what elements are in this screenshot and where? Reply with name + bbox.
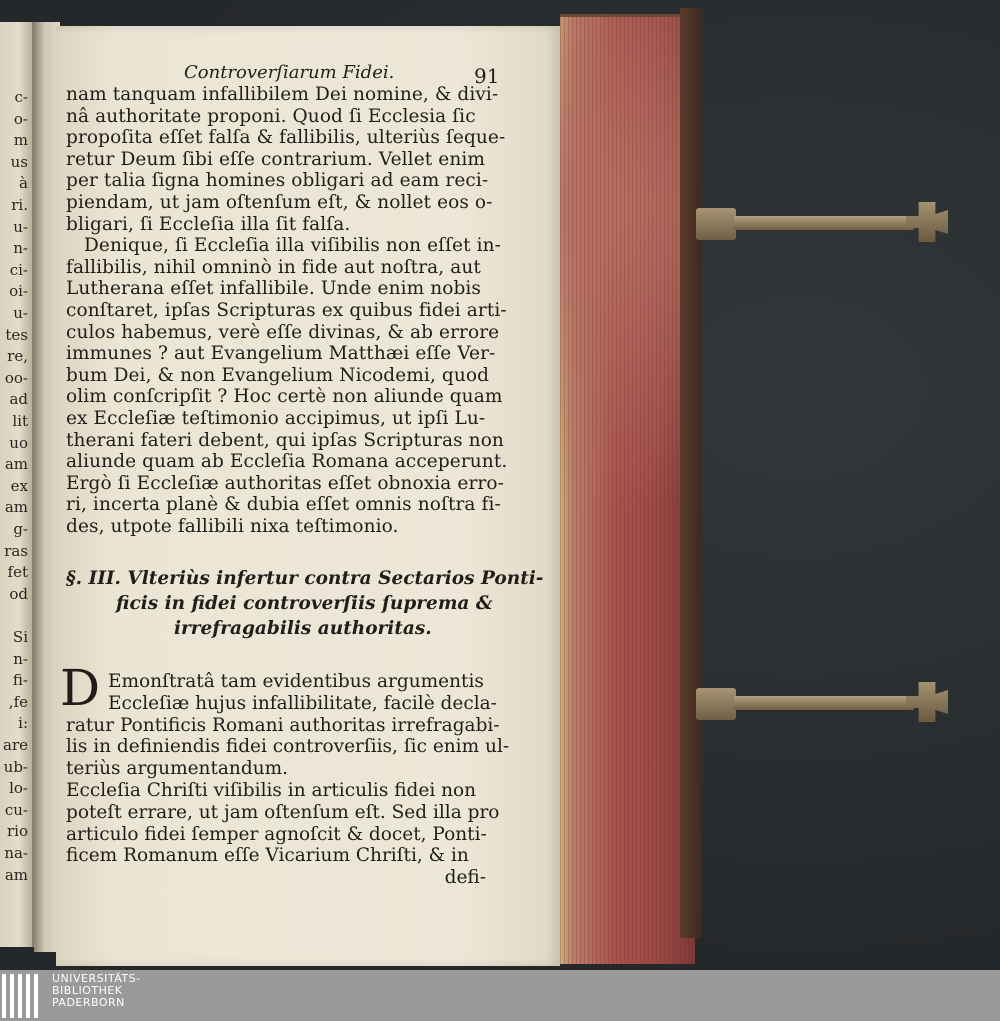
text-line: poteſt errare, ut jam oſtenſum eſt. Sed illa pro — [66, 801, 500, 823]
library-name — [52, 973, 141, 1009]
previous-page-sliver — [0, 22, 34, 947]
library-name-line: PADERBORN — [52, 996, 125, 1009]
page-fore-edge — [560, 14, 695, 964]
text-line: Eccleſia Chriſti viſibilis in articulis fidei non — [66, 779, 477, 801]
section-heading-line: irrefragabilis authoritas. — [174, 618, 432, 639]
text-line: piendam, ut jam oſtenſum eſt, & nollet eos o- — [66, 191, 493, 213]
text-line: fallibilis, nihil omninò in fide aut noſtra, aut — [66, 256, 481, 278]
text-line: ratur Pontificis Romani authoritas irrefragabi- — [66, 714, 500, 736]
left-page-line-ending: ci- — [9, 260, 28, 279]
section-heading-line: §. III. Vlteriùs infertur contra Sectarios Ponti- — [66, 568, 544, 589]
text-line: retur Deum ſibi eſſe contrarium. Vellet enim — [66, 148, 485, 170]
text-line: Lutherana eſſet infallibile. Unde enim nobis — [66, 278, 482, 300]
left-page-line-ending: fet — [7, 563, 28, 582]
text-line: teriùs argumentandum. — [66, 758, 289, 780]
running-head: Controverſiarum Fidei. — [184, 62, 395, 83]
left-page-line-ending: na- — [4, 844, 28, 862]
left-page-line-ending: à — [19, 174, 28, 193]
section-heading-line: ficis in fidei controverſiis ſuprema & — [116, 593, 493, 614]
library-name-line: UNIVERSITÄTS- — [52, 972, 141, 985]
text-line: per talia ſigna homines obligari ad eam reci- — [66, 170, 489, 192]
left-page-line-ending: ex — [10, 476, 28, 495]
text-line: nam tanquam infallibilem Dei nomine, & divi- — [66, 84, 499, 105]
left-page-line-ending: u- — [13, 217, 28, 236]
text-line: des, utpote fallibili nixa teſtimonio. — [66, 515, 399, 537]
left-page-line-ending: lit — [12, 412, 28, 430]
left-page-line-ending: i: — [18, 714, 28, 733]
left-page-line-ending: fi- — [12, 671, 28, 690]
left-page-line-ending: n- — [13, 649, 28, 668]
paragraph-1 — [66, 84, 506, 235]
left-page-line-ending: re, — [7, 347, 28, 366]
library-name-line: BIBLIOTHEK — [52, 984, 123, 997]
book-page — [56, 26, 560, 966]
text-block-lower — [60, 659, 510, 889]
paragraph-4 — [66, 780, 506, 867]
text-line: articulo fidei ſemper agnoſcit & docet, Ponti- — [66, 823, 487, 845]
book-cover-edge — [680, 8, 702, 938]
left-page-line-ending: Si — [12, 628, 28, 646]
text-line: therani fateri debent, qui ipſas Scripturas non — [66, 429, 504, 451]
page-number: 91 — [474, 64, 500, 88]
left-page-line-ending: am — [4, 455, 28, 474]
left-page-line-ending: n- — [13, 239, 28, 258]
book-clasp-upper — [696, 200, 952, 244]
left-page-line-ending: u- — [13, 304, 28, 322]
left-page-line-ending: ad — [9, 390, 28, 409]
text-line: olim conſcripſit ? Hoc certè non aliunde quam — [66, 386, 503, 408]
text-line: propoſita eſſet falſa & fallibilis, ulteriùs ſeque- — [66, 127, 506, 149]
text-line: aliunde quam ab Eccleſia Romana acceperunt. — [66, 451, 508, 473]
section-heading — [66, 566, 544, 641]
text-line: Denique, ſi Eccleſia illa viſibilis non eſſet in- — [84, 235, 501, 257]
left-page-line-ending: oo- — [4, 368, 28, 387]
left-page-line-ending: ri. — [11, 196, 28, 214]
left-page-line-ending: rio — [7, 822, 28, 841]
text-line: Emonſtratâ tam evidentibus argumentis — [108, 671, 484, 692]
left-page-line-ending: tes — [5, 325, 28, 344]
left-page-line-ending: oi- — [9, 282, 28, 301]
text-line: ri, incerta planè & dubia eſſet omnis noſtra fi- — [66, 494, 501, 516]
left-page-line-ending: am — [4, 865, 28, 884]
text-line: nâ authoritate proponi. Quod ſi Ecclesia ſic — [66, 105, 476, 127]
left-page-line-ending: uo — [9, 433, 28, 452]
text-line: conſtaret, ipſas Scripturas ex quibus fidei arti- — [66, 299, 507, 321]
text-line: immunes ? aut Evangelium Matthæi eſſe Ver- — [66, 343, 496, 365]
text-line: culos habemus, verè eſſe divinas, & ab errore — [66, 321, 500, 343]
left-page-line-ending: g- — [13, 520, 28, 538]
left-page-line-ending: lo- — [9, 779, 28, 798]
text-line: lis in definiendis fidei controverſiis, ſic enim ul- — [66, 736, 510, 758]
text-line: ex Eccleſiæ teſtimonio accipimus, ut ipſi Lu- — [66, 407, 486, 429]
text-line: bum Dei, & non Evangelium Nicodemi, quod — [66, 364, 490, 386]
left-page-line-ending: are — [3, 736, 28, 754]
text-line: ficem Romanum eſſe Vicarium Chriſti, & in — [66, 845, 469, 867]
left-page-line-ending: ub- — [3, 757, 28, 776]
catchword: defi- — [444, 867, 486, 889]
left-page-line-ending: o- — [13, 109, 28, 128]
left-page-line-ending: cu- — [4, 800, 28, 819]
left-page-line-ending: c- — [14, 88, 28, 106]
left-page-line-ending: od — [9, 584, 28, 603]
text-block-upper — [66, 84, 506, 537]
text-line: Eccleſiæ hujus infallibilitate, facilè decla- — [108, 692, 497, 714]
library-logo-icon — [0, 974, 46, 1018]
left-page-line-ending: am — [4, 498, 28, 517]
paragraph-3 — [60, 659, 510, 780]
footer-bar — [0, 970, 1000, 1021]
paragraph-2 — [66, 235, 506, 537]
left-page-line-ending: ,fe — [8, 692, 28, 711]
drop-cap: D — [60, 659, 101, 717]
text-line: Ergò ſi Eccleſiæ authoritas eſſet obnoxia erro- — [66, 472, 504, 494]
left-page-line-ending: ras — [4, 541, 28, 560]
text-line: bligari, ſi Eccleſia illa ſit falſa. — [66, 213, 351, 235]
left-page-line-ending: us — [10, 152, 28, 171]
book-clasp-lower — [696, 680, 952, 724]
left-page-line-ending: m — [13, 131, 28, 150]
